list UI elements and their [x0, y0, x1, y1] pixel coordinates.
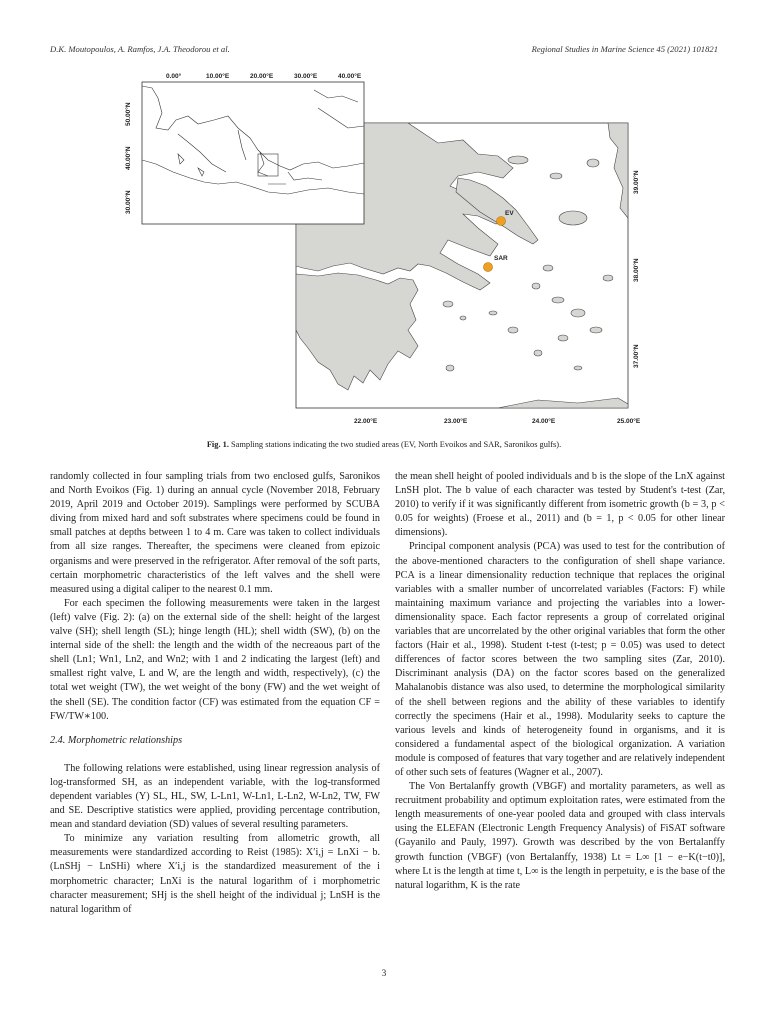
inset-map	[124, 72, 364, 224]
right-column	[395, 470, 725, 893]
inset-lon-tick: 20.00°E	[250, 73, 274, 80]
lon-tick: 23.00°E	[444, 418, 468, 425]
lat-tick: 38.00°N	[633, 258, 640, 282]
lon-tick: 25.00°E	[617, 418, 641, 425]
paragraph: the mean shell height of pooled individuals and b is the slope of the LnX against LnSH plot. The b value of each character was tested by Student's t-test (Zar, 2010) to verify if it was significantly different from isometric growth (b = 3, p < 0.05 for weights) (Froese et al., 2011) and (b = 1, p < 0.05 for other linear dimensions).	[395, 471, 725, 539]
paragraph: randomly collected in four sampling trials from two enclosed gulfs, Saronikos and North Evoikos (Fig. 1) during an annual cycle (November 2018, February 2019, April 2019 and October 2019). Samplings were performed by SCUBA diving from mixed hard and soft substrates where specimens could be found in small patches at depths between 1 to 4 m. Care was taken to collect individuals from all size ranges. Thereafter, the specimens were cleaned from epizoic organisms and were preserved in the refrigerator. After removal of the soft parts, certain morphometric characteristics of the left valves and the shell were measured using a digital caliper to the nearest 0.1 mm.	[50, 471, 380, 595]
station-ev-label: EV	[505, 210, 514, 217]
inset-lat-tick: 40.00°N	[125, 146, 132, 170]
station-ev-marker	[497, 217, 506, 226]
paragraph: Principal component analysis (PCA) was used to test for the contribution of the above-mentioned characters to the configuration of shell shape variance. PCA is a linear dimensionality reduction technique that replaces the original variables with a smaller number of uncorrelated variables (Factors: F) while maintaining maximum variance and projecting the variables into a lower-dimensionality space. Each factor represents a group of correlated original variables that are uncorrelated by the other original variables that form the other factors (Hair et al., 1998). Student t-test (t-test; p = 0.05) was used to detect differences of factor scores between the two sampling sites (Zar, 2010). Discriminant analysis (DA) on the factor scores based on the generalized Mahalanobis distance was also used, to determine the morphological similarity of the shell between regions and the ability of these variables to identify correctly the specimens (Hair et al., 1998). Modularity seeks to capture the various levels and kinds of heterogeneity found in organisms, and it is considered a fundamental aspect of the biological organization. A variation module is composed of features that vary together and are relatively independent of other such sets of features (Wagner et al., 2007).	[395, 541, 725, 778]
running-header-journal: Regional Studies in Marine Science 45 (2021) 101821	[531, 44, 718, 54]
paragraph: The following relations were established, using linear regression analysis of log-transformed SH, as an independent variable, with the log-transformed dependent variables (Y) SL, HL, SW, L-Ln1, W-Ln1, L-Ln2, W-Ln2, TW, FW and SE. Descriptive statistics were applied, providing percentage contribution, mean and standard deviation (SD) values of several resulting parameters.	[50, 762, 380, 831]
inset-lat-tick: 50.00°N	[125, 102, 132, 126]
figure-map	[118, 68, 650, 430]
lat-tick: 39.00°N	[633, 170, 640, 194]
running-header-authors: D.K. Moutopoulos, A. Ramfos, J.A. Theodorou et al.	[50, 44, 230, 54]
inset-lon-tick: 0.00°	[166, 73, 182, 80]
paragraph: For each specimen the following measurements were taken in the largest (left) valve (Fig. 2): (a) on the external side of the shell: height of the largest valve (SH); shell length (SL); hinge length (HL); shell width (SW), (b) on the internal side of the shell: the length and the width of the necreaous part of the shell (Ln1; Wn1, Ln2, and Wn2; with 1 and 2 indicating the largest (left) and smallest right valve, L and W, are the length and width, respectively), (c) the total wet weight (TW), the wet weight of the bony (FW) and the wet weight of the shell (SE). The condition factor (CF) was estimated from the equation CF = FW/TW∗100.	[50, 597, 380, 722]
paragraph: To minimize any variation resulting from allometric growth, all measurements were standardized according to Reist (1985): X′i,j = LnXi − b.(LnSHj − LnSHi) where X′i,j is the standardized measurement of the i morphometric character; LnXi is the natural logarithm of i morphometric character measurement; SHj is the shell height of the individual j; LnSH is the natural logarithm of	[50, 833, 380, 915]
paragraph: The Von Bertalanffy growth (VBGF) and mortality parameters, as well as recruitment probability and optimum exploitation rates, were estimated from the length measurements of one-year pooled data and grouped with class intervals using the ELEFAN (Electronic Length Frequency Analysis) of FiSAT software (Gayanilo and Pauly, 1997). Growth was described by the von Bertalanffy growth function (VBGF) (von Bertalanffy, 1938) Lt = L∞ [1 − e−K(t−t0)], where Lt is the length at time t, L∞ is the length in perpetuity, e is the base of the natural logarithm, K is the rate	[395, 781, 725, 891]
station-sar-label: SAR	[494, 255, 508, 262]
figure-caption	[50, 440, 718, 449]
section-heading: 2.4. Morphometric relationships	[50, 734, 183, 746]
left-column	[50, 470, 380, 917]
inset-lat-tick: 30.00°N	[125, 190, 132, 214]
lon-tick: 22.00°E	[354, 418, 378, 425]
inset-lon-tick: 30.00°E	[294, 73, 318, 80]
figure-label: Fig. 1.	[206, 440, 229, 449]
page-number: 3	[381, 968, 387, 978]
inset-lon-tick: 40.00°E	[338, 73, 362, 80]
inset-lon-tick: 10.00°E	[206, 73, 230, 80]
figure-caption-text: Sampling stations indicating the two studied areas (EV, North Evoikos and SAR, Saronikos gulfs).	[231, 440, 562, 449]
lon-tick: 24.00°E	[532, 418, 556, 425]
lat-tick: 37.00°N	[633, 344, 640, 368]
station-sar-marker	[484, 263, 493, 272]
